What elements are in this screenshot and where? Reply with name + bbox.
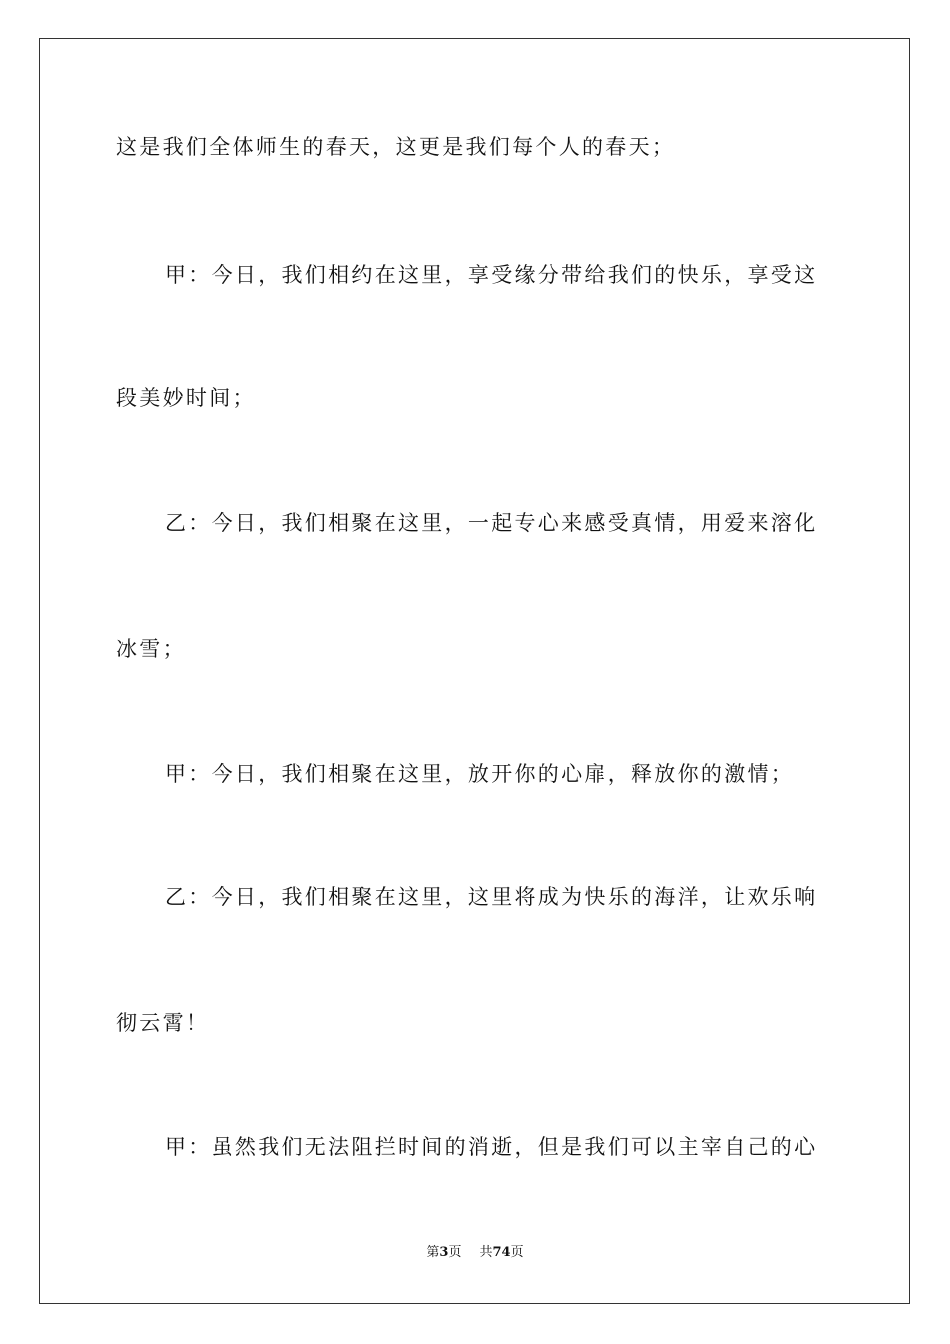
page-footer <box>0 1243 950 1263</box>
text-line-3: 段美妙时间； <box>116 386 256 410</box>
text-line-9: 甲：虽然我们无法阻拦时间的消逝，但是我们可以主宰自己的心 <box>165 1135 818 1159</box>
page-suffix: 页 <box>448 1245 462 1260</box>
text-line-5: 冰雪； <box>116 637 186 661</box>
text-line-7: 乙：今日，我们相聚在这里，这里将成为快乐的海洋，让欢乐响 <box>165 885 818 909</box>
total-prefix: 共 <box>479 1245 493 1260</box>
text-line-8: 彻云霄！ <box>116 1011 210 1035</box>
text-line-2: 甲：今日，我们相约在这里，享受缘分带给我们的快乐，享受这 <box>165 263 818 287</box>
text-line-6: 甲：今日，我们相聚在这里，放开你的心扉，释放你的激情； <box>165 762 795 786</box>
text-line-4: 乙：今日，我们相聚在这里，一起专心来感受真情，用爱来溶化 <box>165 511 818 535</box>
total-suffix: 页 <box>510 1245 524 1260</box>
page-border <box>39 38 910 1304</box>
text-line-1: 这是我们全体师生的春天，这更是我们每个人的春天； <box>116 135 676 159</box>
total-pages: 74 <box>492 1245 511 1260</box>
page-prefix: 第 <box>426 1245 440 1260</box>
page-number: 3 <box>439 1245 449 1260</box>
